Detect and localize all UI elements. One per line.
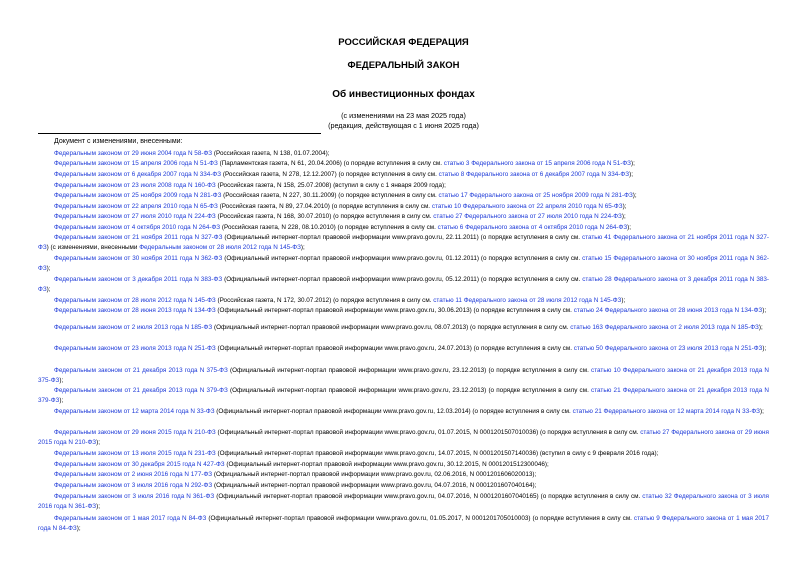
amendment-item xyxy=(38,428,769,448)
amendment-article-link[interactable]: статью 32 Федерального закона от 3 июля 2016 года N 361-ФЗ xyxy=(38,493,769,511)
amendment-law-link[interactable]: Федеральным законом от 30 декабря 2015 года N 427-ФЗ xyxy=(54,461,225,468)
amendment-tail: ); xyxy=(762,307,767,314)
amendment-item xyxy=(38,202,769,212)
amendment-details: (Официальный интернет-портал правовой информации www.pravo.gov.ru, 04.07.2016, N 0001201607040164); xyxy=(212,482,537,489)
amendment-article-link[interactable]: Федеральным законом от 28 июля 2012 года N 145-ФЗ xyxy=(139,244,301,252)
amendment-item xyxy=(38,159,769,169)
amendment-law-link[interactable]: Федеральным законом от 3 июля 2016 года N 292-ФЗ xyxy=(54,482,213,489)
amendment-item xyxy=(38,323,769,333)
amendment-item xyxy=(38,191,769,201)
amendments-intro: Документ с изменениями, внесенными: xyxy=(54,138,183,145)
amendment-law-link[interactable]: Федеральным законом от 13 июля 2015 года N 231-ФЗ xyxy=(54,450,216,457)
amendment-article-link[interactable]: статью 10 Федерального закона от 22 апреля 2010 года N 65-ФЗ xyxy=(431,203,623,210)
amendment-details: (Официальный интернет-портал правовой информации www.pravo.gov.ru, 01.07.2015, N 0001201507010036) (о порядке вступления в силу см. xyxy=(215,429,641,436)
amendment-article-link[interactable]: статью 17 Федерального закона от 25 ноября 2009 года N 281-ФЗ xyxy=(438,192,633,199)
amendment-item xyxy=(38,492,769,512)
amendment-tail: ); xyxy=(46,286,51,294)
amendment-item xyxy=(38,366,769,386)
amendment-law-link[interactable]: Федеральным законом от 21 ноября 2011 года N 327-ФЗ xyxy=(54,234,223,241)
amendment-details: (Российская газета, N 89, 27.04.2010) (о порядке вступления в силу см. xyxy=(217,203,432,210)
amendment-details: (Официальный интернет-портал правовой информации www.pravo.gov.ru, 12.03.2014) (о порядке вступления в силу см. xyxy=(214,408,573,415)
amendment-item xyxy=(38,212,769,222)
amendment-article-link[interactable]: статью 28 Федерального закона от 3 декабря 2011 года N 383-ФЗ xyxy=(38,276,769,294)
amendment-details: (Российская газета, N 158, 25.07.2008) (вступил в силу с 1 января 2009 года); xyxy=(215,182,446,189)
amendment-law-link[interactable]: Федеральным законом от 4 октября 2010 года N 264-ФЗ xyxy=(54,224,221,231)
amendment-law-link[interactable]: Федеральным законом от 21 декабря 2013 года N 379-ФЗ xyxy=(54,387,228,394)
amendment-law-link[interactable]: Федеральным законом от 12 марта 2014 года N 33-ФЗ xyxy=(54,408,215,415)
amendment-article-link[interactable]: статью 15 Федерального закона от 30 ноября 2011 года N 362-ФЗ xyxy=(38,255,769,273)
amendment-details: (Официальный интернет-портал правовой информации www.pravo.gov.ru, 24.07.2013) (о порядке вступления в силу см. xyxy=(215,345,574,352)
amendment-details: (Российская газета, N 228, 08.10.2010) (о порядке вступления в силу см. xyxy=(220,224,438,231)
amendment-details: (Российская газета, N 138, 01.07.2004); xyxy=(212,150,330,157)
amendment-details: (Официальный интернет-портал правовой информации www.pravo.gov.ru, 04.07.2016, N 0001201607040165) (о порядке вступления в силу см. xyxy=(214,493,643,500)
amendment-law-link[interactable]: Федеральным законом от 21 декабря 2013 года N 375-ФЗ xyxy=(54,367,228,374)
amendment-details: (Официальный интернет-портал правовой информации www.pravo.gov.ru, 14.07.2015, N 0001201507140036) (вступил в силу с 9 февраля 2016 года); xyxy=(215,450,659,457)
amendment-article-link[interactable]: статью 163 Федерального закона от 2 июля 2013 года N 185-ФЗ xyxy=(570,324,759,331)
amendment-item xyxy=(38,481,769,491)
amendment-tail: ); xyxy=(632,192,637,199)
amendment-law-link[interactable]: Федеральным законом от 29 июня 2004 года N 58-ФЗ xyxy=(54,150,213,157)
amendment-law-link[interactable]: Федеральным законом от 22 апреля 2010 года N 65-ФЗ xyxy=(54,203,218,210)
amendment-article-link[interactable]: статью 27 Федерального закона от 29 июня 2015 года N 210-ФЗ xyxy=(38,429,769,447)
amendment-tail: ); xyxy=(76,525,81,533)
amendment-item xyxy=(38,233,769,253)
changes-note: (с изменениями на 23 мая 2025 года) xyxy=(341,111,466,120)
amendment-law-link[interactable]: Федеральным законом от 3 июля 2016 года N 361-ФЗ xyxy=(54,493,215,500)
amendment-tail: ); xyxy=(621,213,626,220)
amendment-article-link[interactable]: статью 3 Федерального закона от 15 апреля 2006 года N 51-ФЗ xyxy=(443,160,631,167)
amendment-article-link[interactable]: статью 6 Федерального закона от 4 октября 2010 года N 264-ФЗ xyxy=(437,224,628,231)
amendment-details: (Парламентская газета, N 61, 20.04.2006) (о порядке вступления в силу см. xyxy=(217,160,444,167)
amendment-tail: ); xyxy=(96,503,101,511)
amendment-law-link[interactable]: Федеральным законом от 3 декабря 2011 года N 383-ФЗ xyxy=(54,276,223,283)
amendment-details: (Официальный интернет-портал правовой информации www.pravo.gov.ru, 22.11.2011) (о порядке вступления в силу см. xyxy=(222,234,582,241)
amendment-tail: ); xyxy=(627,224,632,231)
amendment-item xyxy=(38,254,769,274)
edition-note: (редакция, действующая с 1 июня 2025 года) xyxy=(328,121,479,130)
amendment-tail: ); xyxy=(59,377,64,385)
amendment-details: (Российская газета, N 227, 30.11.2009) (о порядке вступления в силу см. xyxy=(221,192,439,199)
amendment-tail: ); xyxy=(762,345,767,352)
amendment-law-link[interactable]: Федеральным законом от 30 ноября 2011 года N 362-ФЗ xyxy=(54,255,223,262)
amendment-item xyxy=(38,386,769,406)
amendment-article-link[interactable]: статью 50 Федерального закона от 23 июля 2013 года N 251-ФЗ xyxy=(573,345,763,352)
amendment-item xyxy=(38,407,769,417)
amendment-details: (Официальный интернет-портал правовой информации www.pravo.gov.ru, 08.07.2013) (о порядке вступления в силу см. xyxy=(212,324,571,331)
amendment-law-link[interactable]: Федеральным законом от 6 декабря 2007 года N 334-ФЗ xyxy=(54,171,222,178)
amendment-tail: ); xyxy=(760,408,764,415)
amendment-law-link[interactable]: Федеральным законом от 28 июня 2013 года N 134-ФЗ xyxy=(54,307,216,314)
amendment-item xyxy=(38,149,769,159)
amendment-tail: ); xyxy=(96,439,101,447)
amendment-law-link[interactable]: Федеральным законом от 2 июня 2016 года N 177-ФЗ xyxy=(54,471,213,478)
amendment-tail: ); xyxy=(46,265,51,273)
amendment-tail: ); xyxy=(621,297,626,304)
amendment-item xyxy=(38,449,769,459)
amendment-details: (Официальный интернет-портал правовой информации www.pravo.gov.ru, 01.05.2017, N 0001201705010003) (о порядке вступления в силу см. xyxy=(206,515,634,522)
amendment-article-link[interactable]: статью 27 Федерального закона от 27 июля 2010 года N 224-ФЗ xyxy=(433,213,622,220)
amendment-item xyxy=(38,344,769,354)
doc-type-heading: ФЕДЕРАЛЬНЫЙ ЗАКОН xyxy=(347,60,460,71)
amendment-article-link[interactable]: статью 8 Федерального закона от 6 декабря 2007 года N 334-ФЗ xyxy=(438,171,630,178)
amendment-tail: ); xyxy=(300,244,305,252)
amendment-article-link[interactable]: статью 24 Федерального закона от 28 июня 2013 года N 134-ФЗ xyxy=(573,307,763,314)
amendment-details: (Официальный интернет-портал правовой информации www.pravo.gov.ru, 02.06.2016, N 0001201606020013); xyxy=(212,471,537,478)
amendment-article-link[interactable]: статью 21 Федерального закона от 12 марта 2014 года N 33-ФЗ xyxy=(572,408,761,415)
country-heading: РОССИЙСКАЯ ФЕДЕРАЦИЯ xyxy=(338,37,469,48)
amendment-law-link[interactable]: Федеральным законом от 15 апреля 2006 года N 51-ФЗ xyxy=(54,160,218,167)
amendment-item xyxy=(38,170,769,180)
divider xyxy=(38,133,321,134)
amendment-law-link[interactable]: Федеральным законом от 23 июля 2008 года N 160-ФЗ xyxy=(54,182,216,189)
amendment-item xyxy=(38,181,769,191)
amendment-item xyxy=(38,514,769,534)
amendment-details: (Официальный интернет-портал правовой информации www.pravo.gov.ru, 30.12.2015, N 0001201512300046); xyxy=(224,461,549,468)
amendment-law-link[interactable]: Федеральным законом от 28 июля 2012 года N 145-ФЗ xyxy=(54,297,216,304)
amendment-law-link[interactable]: Федеральным законом от 2 июля 2013 года N 185-ФЗ xyxy=(54,324,213,331)
amendment-tail: ) (с изменениями, внесенными xyxy=(46,244,140,252)
amendment-details: (Официальный интернет-портал правовой информации www.pravo.gov.ru, 23.12.2013) (о порядке вступления в силу см. xyxy=(227,367,592,374)
amendment-article-link[interactable]: статью 10 Федерального закона от 21 декабря 2013 года N 375-ФЗ xyxy=(38,367,769,385)
amendment-item xyxy=(38,306,769,316)
amendment-details: (Российская газета, N 168, 30.07.2010) (о порядке вступления в силу см. xyxy=(215,213,434,220)
amendment-law-link[interactable]: Федеральным законом от 25 ноября 2009 года N 281-ФЗ xyxy=(54,192,222,199)
amendment-tail: ); xyxy=(59,397,64,405)
amendment-item xyxy=(38,275,769,295)
amendment-article-link[interactable]: статью 21 Федерального закона от 21 декабря 2013 года N 379-ФЗ xyxy=(38,387,769,405)
amendment-law-link[interactable]: Федеральным законом от 23 июля 2013 года N 251-ФЗ xyxy=(54,345,216,352)
amendment-tail: ); xyxy=(630,160,635,167)
amendment-tail: ); xyxy=(758,324,763,331)
amendment-details: (Российская газета, N 172, 30.07.2012) (о порядке вступления в силу см. xyxy=(215,297,434,304)
amendment-details: (Официальный интернет-портал правовой информации www.pravo.gov.ru, 01.12.2011) (о порядке вступления в силу см. xyxy=(222,255,583,262)
amendment-law-link[interactable]: Федеральным законом от 27 июля 2010 года N 224-ФЗ xyxy=(54,213,216,220)
amendment-details: (Официальный интернет-портал правовой информации www.pravo.gov.ru, 23.12.2013) (о порядке вступления в силу см. xyxy=(227,387,592,394)
amendment-tail: ); xyxy=(629,171,633,178)
amendment-item xyxy=(38,470,769,480)
amendment-law-link[interactable]: Федеральным законом от 1 мая 2017 года N 84-ФЗ xyxy=(54,515,207,522)
amendment-tail: ); xyxy=(622,203,627,210)
amendment-law-link[interactable]: Федеральным законом от 29 июня 2015 года N 210-ФЗ xyxy=(54,429,216,436)
page-title: Об инвестиционных фондах xyxy=(332,89,475,100)
amendment-item xyxy=(38,296,769,306)
amendment-article-link[interactable]: статью 41 Федерального закона от 21 ноября 2011 года N 327-ФЗ xyxy=(38,234,769,252)
amendment-details: (Российская газета, N 278, 12.12.2007) (о порядке вступления в силу см. xyxy=(221,171,439,178)
amendment-item xyxy=(38,460,769,470)
amendment-article-link[interactable]: статью 11 Федерального закона от 28 июля 2012 года N 145-ФЗ xyxy=(433,297,622,304)
amendment-details: (Официальный интернет-портал правовой информации www.pravo.gov.ru, 30.06.2013) (о порядке вступления в силу см. xyxy=(215,307,574,314)
amendment-details: (Официальный интернет-портал правовой информации www.pravo.gov.ru, 05.12.2011) (о порядке вступления в силу см. xyxy=(222,276,583,283)
amendment-item xyxy=(38,223,769,233)
amendment-article-link[interactable]: статью 9 Федерального закона от 1 мая 2017 года N 84-ФЗ xyxy=(38,515,769,533)
